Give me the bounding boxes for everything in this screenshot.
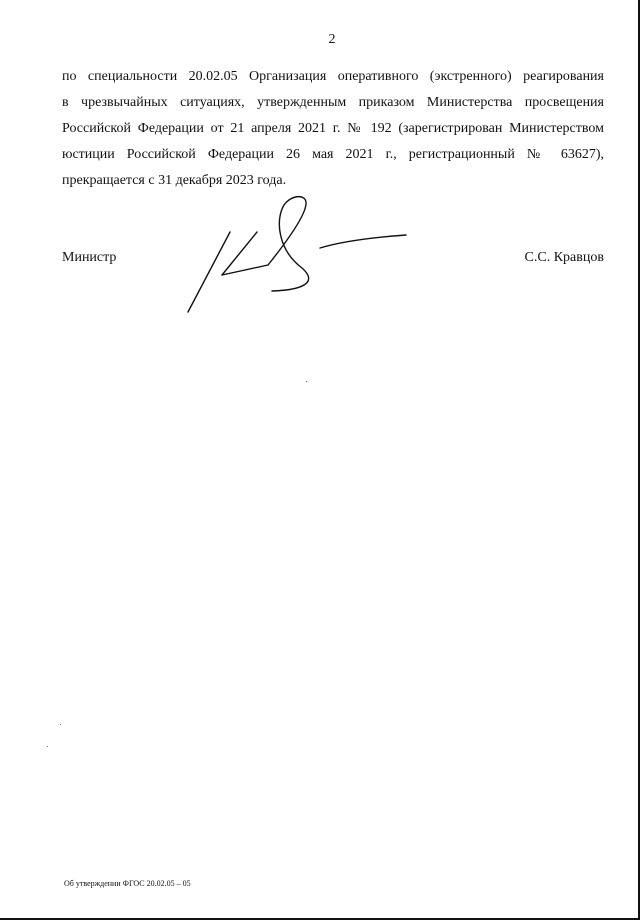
footer-note: Об утверждении ФГОС 20.02.05 – 05	[64, 879, 191, 888]
body-line-4: юстиции Российской Федерации 26 мая 2021 г., регистрационный № 63627),	[62, 147, 604, 162]
body-line-5: прекращается с 31 декабря 2023 года.	[62, 173, 287, 188]
scan-speck	[47, 746, 48, 747]
body-line-3: Российской Федерации от 21 апреля 2021 г. № 192 (зарегистрирован Министерством	[62, 121, 604, 136]
handwritten-signature-icon	[180, 190, 420, 320]
scan-speck	[60, 724, 61, 725]
body-line-2: в чрезвычайных ситуациях, утвержденным приказом Министерства просвещения	[62, 95, 604, 110]
signatory-title: Министр	[62, 250, 117, 265]
body-paragraph	[62, 64, 604, 194]
signatory-name: С.С. Кравцов	[524, 250, 604, 265]
scan-speck	[306, 381, 307, 382]
body-line-1: по специальности 20.02.05 Организация оперативного (экстренного) реагирования	[62, 69, 604, 84]
page-number: 2	[328, 32, 336, 47]
